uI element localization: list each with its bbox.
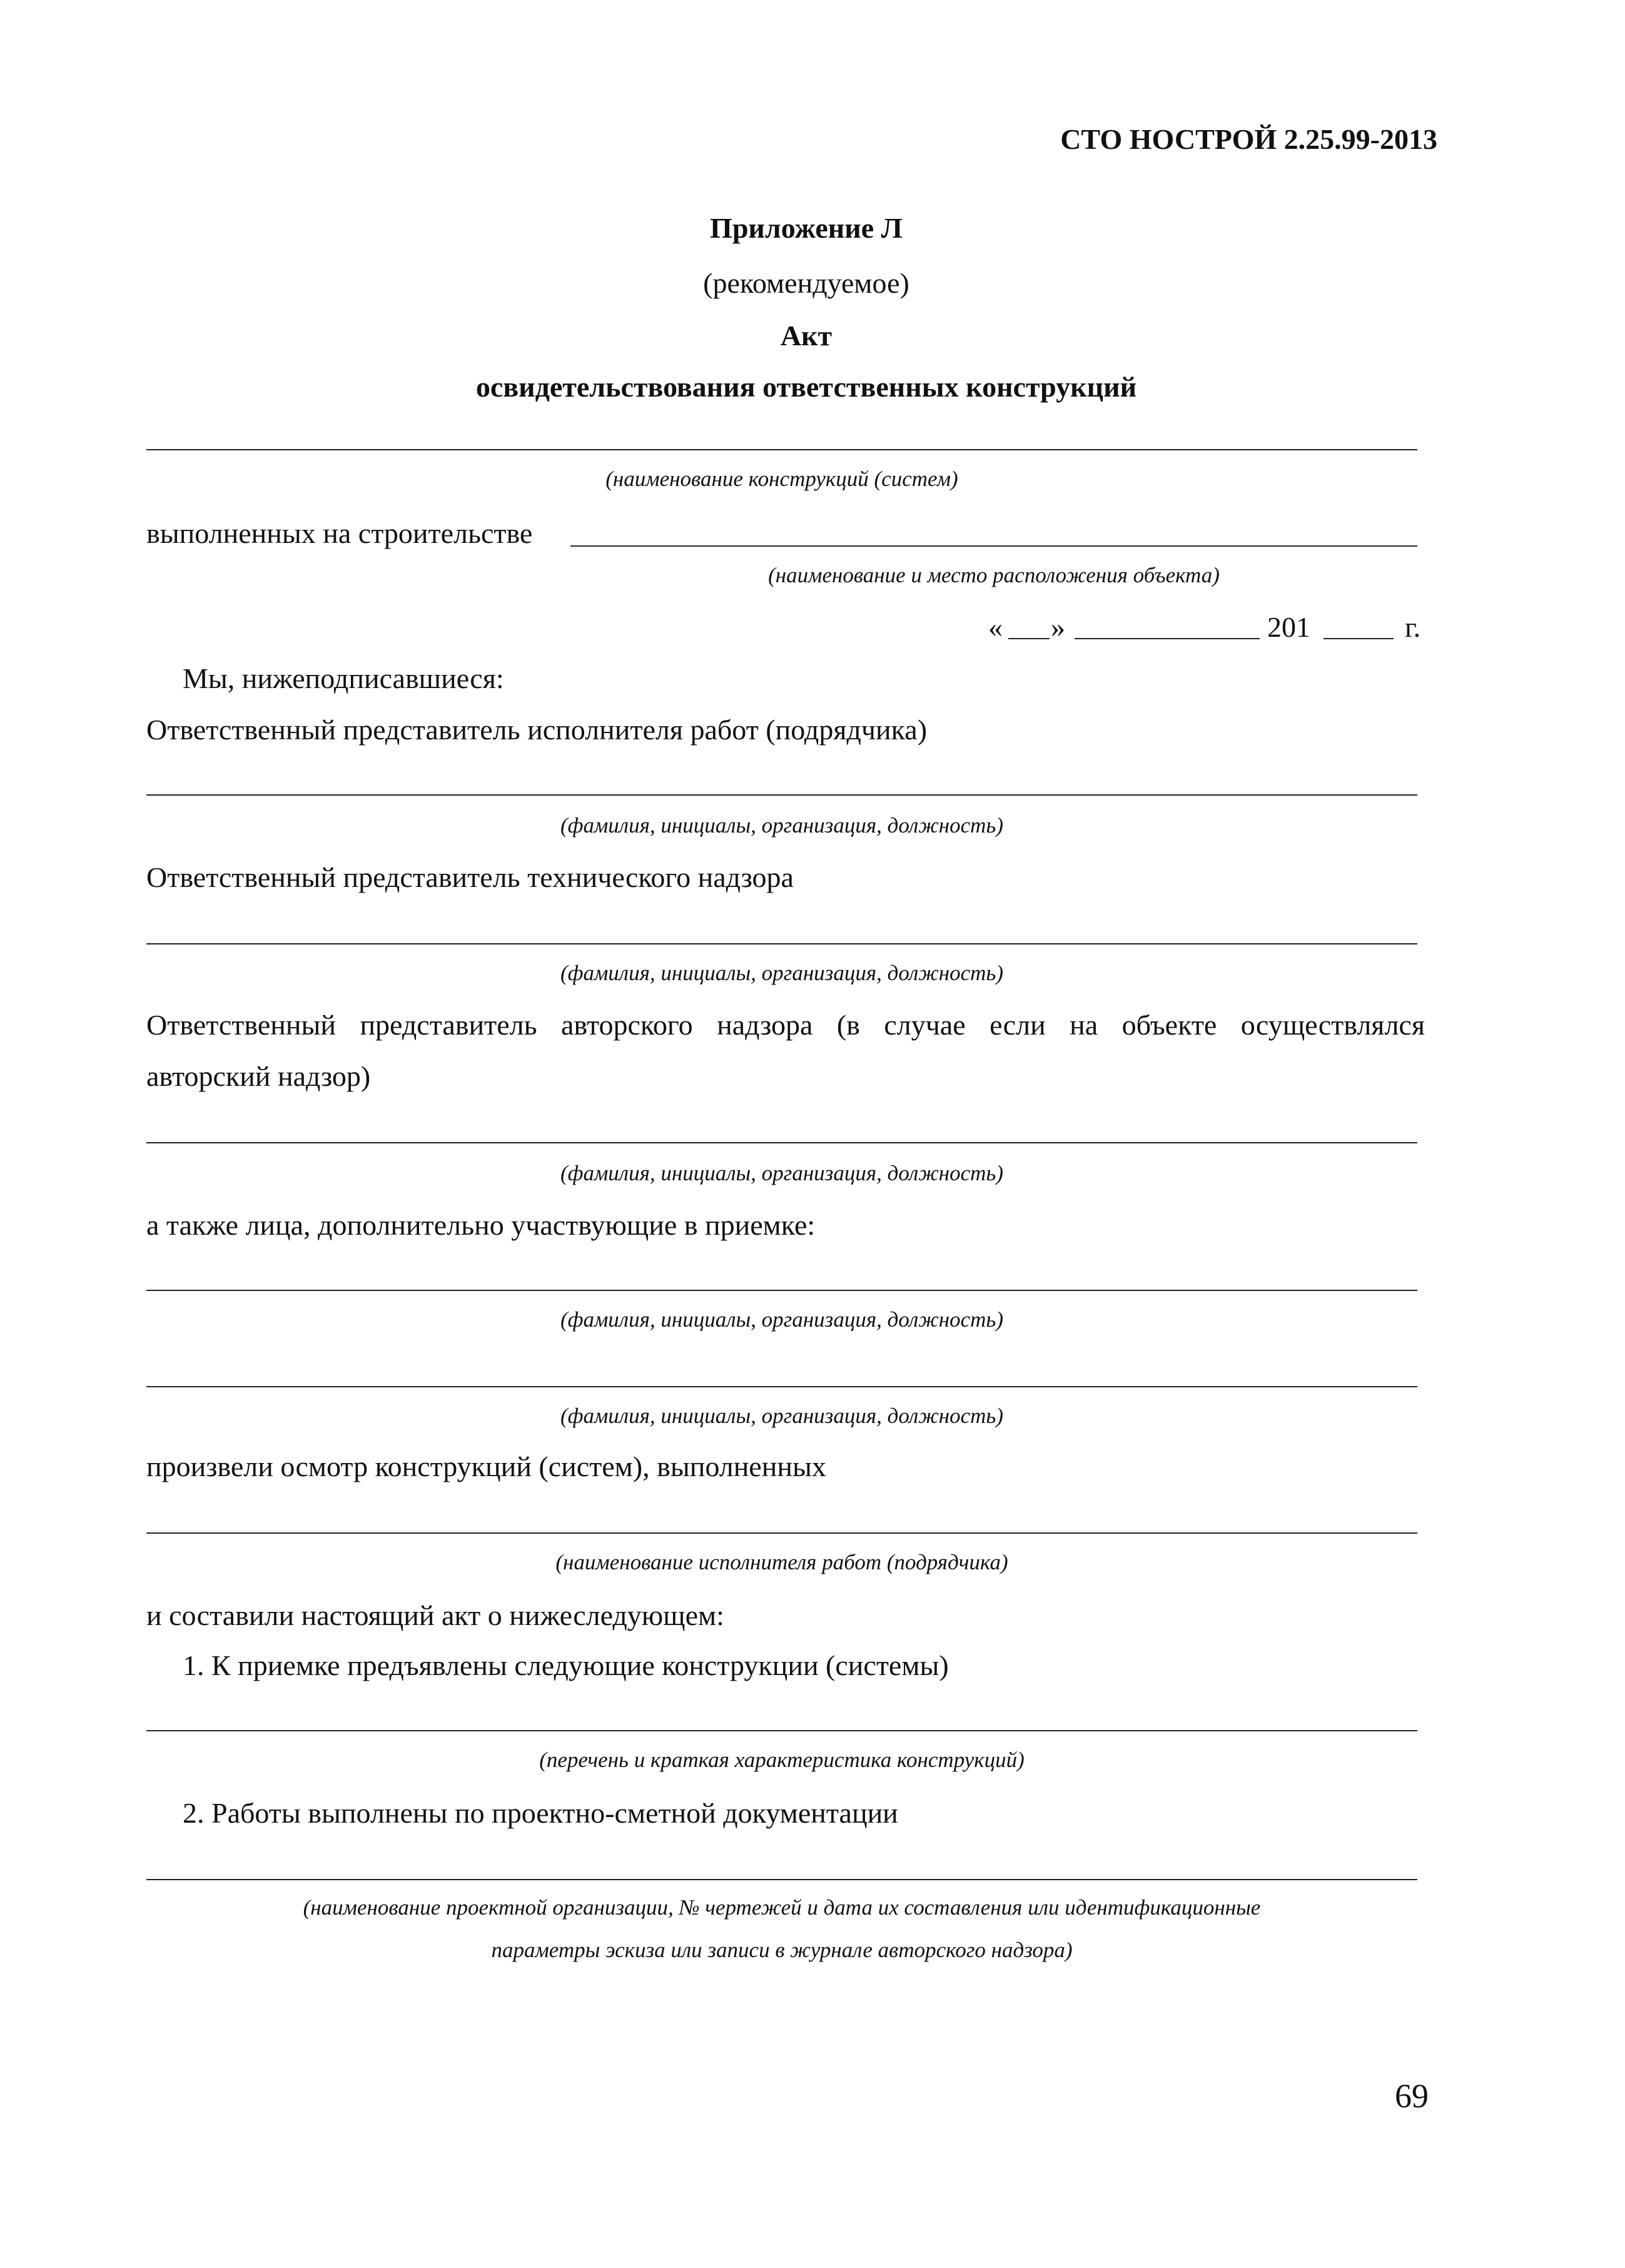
inspected-label: произвели осмотр конструкций (систем), выполненных <box>146 1450 826 1482</box>
date-open-quote: « <box>988 611 1003 643</box>
item-2-label: 2. Работы выполнены по проектно-сметной документации <box>183 1797 898 1829</box>
act-subtitle: освидетельствования ответственных конструкций <box>475 371 1137 403</box>
date-year-suffix: г. <box>1405 611 1421 643</box>
compiled-act-text: и составили настоящий акт о нижеследующем: <box>146 1599 724 1631</box>
date-year-prefix: 201 <box>1267 611 1310 643</box>
date-month-line <box>1075 638 1260 639</box>
constructions-name-line <box>146 449 1417 450</box>
document-code: СТО НОСТРОЙ 2.25.99-2013 <box>1060 123 1437 155</box>
author-supervision-rep-label-line1: Ответственный представитель авторского надзора (в случае если на объекте осуществлялся <box>146 1009 1425 1041</box>
tech-supervision-rep-caption: (фамилия, инициалы, организация, должность) <box>560 961 1004 985</box>
object-name-caption: (наименование и место расположения объекта) <box>768 563 1220 587</box>
appendix-title: Приложение Л <box>710 212 903 244</box>
date-day-line <box>1008 638 1050 639</box>
author-supervision-rep-line <box>146 1142 1417 1143</box>
contractor-name-line <box>146 1532 1417 1534</box>
additional-person-2-caption: (фамилия, инициалы, организация, должность) <box>560 1404 1004 1428</box>
additional-persons-label: а также лица, дополнительно участвующие в приемке: <box>146 1209 816 1241</box>
constructions-list-caption: (перечень и краткая характеристика конструкций) <box>539 1748 1025 1772</box>
contractor-rep-label: Ответственный представитель исполнителя работ (подрядчика) <box>146 714 928 746</box>
constructions-name-caption: (наименование конструкций (систем) <box>605 467 958 491</box>
tech-supervision-rep-line <box>146 943 1417 944</box>
project-docs-caption-line1: (наименование проектной организации, № чертежей и дата их составления или идентификационные <box>303 1895 1261 1920</box>
additional-person-2-line <box>146 1386 1417 1387</box>
object-name-line <box>570 545 1417 547</box>
project-docs-caption-line2: параметры эскиза или записи в журнале авторского надзора) <box>491 1938 1073 1962</box>
appendix-type: (рекомендуемое) <box>703 267 909 299</box>
contractor-rep-caption: (фамилия, инициалы, организация, должность) <box>560 813 1004 838</box>
we-signed-text: Мы, нижеподписавшиеся: <box>183 662 504 694</box>
act-title: Акт <box>780 320 833 352</box>
contractor-rep-line <box>146 794 1417 796</box>
built-at-label: выполненных на строительстве <box>146 517 533 549</box>
additional-person-1-line <box>146 1290 1417 1291</box>
tech-supervision-rep-label: Ответственный представитель технического надзора <box>146 861 794 893</box>
contractor-name-caption: (наименование исполнителя работ (подрядчика) <box>555 1550 1008 1574</box>
item-1-label: 1. К приемке предъявлены следующие конструкции (системы) <box>183 1649 949 1681</box>
additional-person-1-caption: (фамилия, инициалы, организация, должность) <box>560 1307 1004 1332</box>
date-close-quote: » <box>1051 611 1065 643</box>
date-year-line <box>1324 638 1394 639</box>
page-number: 69 <box>1395 2077 1429 2115</box>
constructions-list-line <box>146 1730 1417 1731</box>
author-supervision-rep-label-line2: авторский надзор) <box>146 1060 371 1092</box>
author-supervision-rep-caption: (фамилия, инициалы, организация, должность) <box>560 1161 1004 1185</box>
project-docs-line <box>146 1879 1417 1880</box>
